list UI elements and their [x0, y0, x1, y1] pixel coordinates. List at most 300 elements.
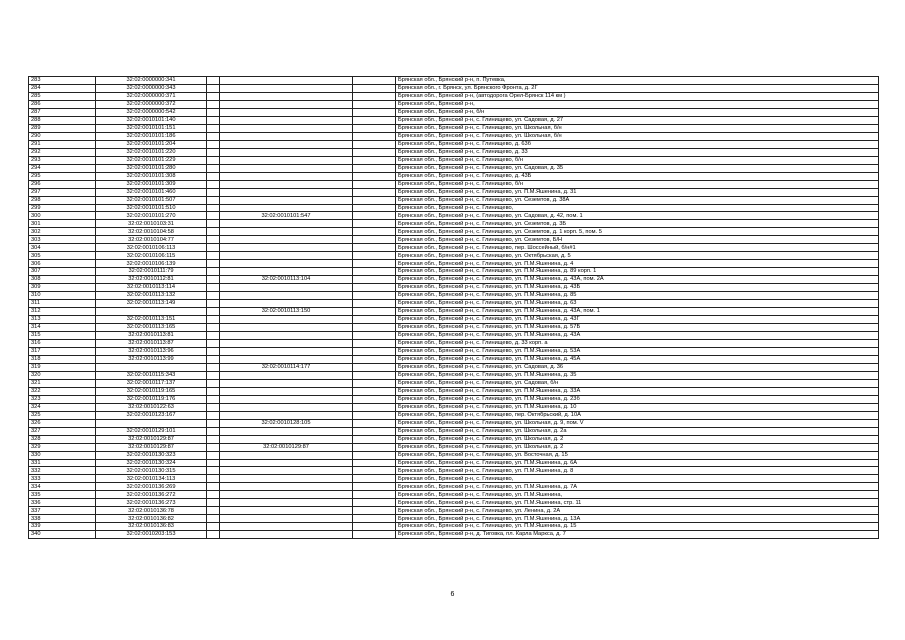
empty-cell — [207, 156, 220, 164]
table-row — [29, 164, 879, 172]
cadastral-number-cell: 32:02:0010113:99 — [96, 355, 207, 363]
address-cell: Брянская обл., Брянский р-н, с. Глинищево, ул. Сеземтов, Б/Н — [396, 236, 879, 244]
cadastral-number-cell: 32:02:0000000:371 — [96, 92, 207, 100]
row-number-cell: 299 — [29, 204, 96, 212]
table-row — [29, 403, 879, 411]
cadastral-number-cell: 32:02:0010136:272 — [96, 491, 207, 499]
row-number-cell: 336 — [29, 499, 96, 507]
table-row — [29, 244, 879, 252]
empty-cell — [353, 531, 396, 539]
related-cadastral-cell — [220, 427, 353, 435]
empty-cell — [353, 491, 396, 499]
address-cell: Брянская обл., Брянский р-н, с. Глинищево, ул. П.М.Яшенина, д. 85 — [396, 292, 879, 300]
row-number-cell: 338 — [29, 515, 96, 523]
table-row — [29, 204, 879, 212]
cadastral-number-cell: 32:02:0010101:510 — [96, 204, 207, 212]
cadastral-number-cell: 32:02:0010136:83 — [96, 523, 207, 531]
empty-cell — [207, 491, 220, 499]
related-cadastral-cell — [220, 132, 353, 140]
table-row — [29, 419, 879, 427]
row-number-cell: 327 — [29, 427, 96, 435]
address-cell: Брянская обл., Брянский р-н, с. Глинищево, ул. Сеземтов, д. 38А — [396, 196, 879, 204]
cadastral-number-cell: 32:02:0010130:315 — [96, 467, 207, 475]
address-cell: Брянская обл., Брянский р-н, с. Глинищево, ул. П.М.Яшенина, — [396, 491, 879, 499]
empty-cell — [353, 172, 396, 180]
address-cell: Брянская обл., Брянский р-н, с. Глинищево, ул. Школьная, б/н — [396, 132, 879, 140]
related-cadastral-cell — [220, 252, 353, 260]
related-cadastral-cell — [220, 140, 353, 148]
cadastral-number-cell: 32:02:0010130:324 — [96, 459, 207, 467]
address-cell: Брянская обл., Брянский р-н, с. Глинищево, ул. П.М.Яшенина, д. 15 — [396, 523, 879, 531]
related-cadastral-cell — [220, 148, 353, 156]
address-cell: Брянская обл., Брянский р-н, с. Глинищево, ул. П.М.Яшенина, стр. 11 — [396, 499, 879, 507]
cadastral-number-cell: 32:02:0010113:87 — [96, 339, 207, 347]
table-row — [29, 140, 879, 148]
row-number-cell: 314 — [29, 324, 96, 332]
table-row — [29, 332, 879, 340]
cadastral-number-cell — [96, 308, 207, 316]
cadastral-table — [28, 76, 879, 539]
related-cadastral-cell — [220, 355, 353, 363]
empty-cell — [353, 507, 396, 515]
empty-cell — [353, 212, 396, 220]
address-cell: Брянская обл., Брянский р-н, с. Глинищево, ул. П.М.Яшенина, д. 45А — [396, 355, 879, 363]
row-number-cell: 298 — [29, 196, 96, 204]
empty-cell — [207, 379, 220, 387]
row-number-cell: 293 — [29, 156, 96, 164]
empty-cell — [207, 523, 220, 531]
cadastral-number-cell — [96, 419, 207, 427]
related-cadastral-cell: 32:02:0010129:87 — [220, 443, 353, 451]
address-cell: Брянская обл., Брянский р-н, с. Глинищево, ул. П.М.Яшенина, д. 43Г — [396, 316, 879, 324]
related-cadastral-cell — [220, 196, 353, 204]
address-cell: Брянская обл., Брянский р-н, с. Глинищево, д. 43Б — [396, 172, 879, 180]
address-cell: Брянская обл., Брянский р-н, п. Путевка, — [396, 77, 879, 85]
table-row — [29, 475, 879, 483]
table-row — [29, 276, 879, 284]
related-cadastral-cell — [220, 188, 353, 196]
empty-cell — [207, 507, 220, 515]
table-row — [29, 180, 879, 188]
row-number-cell: 320 — [29, 371, 96, 379]
related-cadastral-cell — [220, 347, 353, 355]
table-row — [29, 507, 879, 515]
empty-cell — [207, 355, 220, 363]
empty-cell — [207, 324, 220, 332]
address-cell: Брянская обл., Брянский р-н, с. Глинищево, ул. П.М.Яшенина, д. 43А, пом. 2А — [396, 276, 879, 284]
empty-cell — [207, 419, 220, 427]
empty-cell — [207, 443, 220, 451]
empty-cell — [353, 435, 396, 443]
cadastral-number-cell: 32:02:0010136:82 — [96, 515, 207, 523]
table-row — [29, 379, 879, 387]
row-number-cell: 312 — [29, 308, 96, 316]
related-cadastral-cell — [220, 403, 353, 411]
row-number-cell: 337 — [29, 507, 96, 515]
table-row — [29, 324, 879, 332]
address-cell: Брянская обл., Брянский р-н, с. Глинищево, ул. Садовая, д. 36 — [396, 363, 879, 371]
table-row — [29, 212, 879, 220]
empty-cell — [207, 100, 220, 108]
table-row — [29, 459, 879, 467]
empty-cell — [207, 435, 220, 443]
table-row — [29, 196, 879, 204]
empty-cell — [353, 164, 396, 172]
empty-cell — [353, 459, 396, 467]
cadastral-number-cell: 32:02:0010101:140 — [96, 116, 207, 124]
address-cell: Брянская обл., Брянский р-н, с. Глинищево, ул. П.М.Яшенина, д. 6А — [396, 459, 879, 467]
cadastral-number-cell: 32:02:0000000:372 — [96, 100, 207, 108]
empty-cell — [353, 379, 396, 387]
row-number-cell: 330 — [29, 451, 96, 459]
related-cadastral-cell — [220, 156, 353, 164]
related-cadastral-cell: 32:02:0010113:104 — [220, 276, 353, 284]
cadastral-number-cell: 32:02:0010122:63 — [96, 403, 207, 411]
empty-cell — [207, 411, 220, 419]
empty-cell — [353, 140, 396, 148]
row-number-cell: 297 — [29, 188, 96, 196]
address-cell: Брянская обл., Брянский р-н, с. Глинищево, ул. Школьная, д. 9, пом. V — [396, 419, 879, 427]
empty-cell — [353, 244, 396, 252]
table-row — [29, 411, 879, 419]
related-cadastral-cell — [220, 339, 353, 347]
row-number-cell: 323 — [29, 395, 96, 403]
table-row — [29, 483, 879, 491]
related-cadastral-cell — [220, 395, 353, 403]
address-cell: Брянская обл., Брянский р-н, с. Глинищево, ул. П.М.Яшенина, д. 57Б — [396, 324, 879, 332]
table-row — [29, 228, 879, 236]
empty-cell — [353, 347, 396, 355]
row-number-cell: 284 — [29, 84, 96, 92]
cadastral-number-cell: 32:02:0010119:176 — [96, 395, 207, 403]
address-cell: Брянская обл., Брянский р-н, с. Глинищево, ул. П.М.Яшенина, д. 33А — [396, 387, 879, 395]
related-cadastral-cell — [220, 236, 353, 244]
table-row — [29, 355, 879, 363]
empty-cell — [207, 387, 220, 395]
row-number-cell: 288 — [29, 116, 96, 124]
empty-cell — [353, 188, 396, 196]
empty-cell — [353, 395, 396, 403]
empty-cell — [353, 116, 396, 124]
related-cadastral-cell: 32:02:0010101:547 — [220, 212, 353, 220]
table-row — [29, 116, 879, 124]
row-number-cell: 326 — [29, 419, 96, 427]
cadastral-number-cell: 32:02:0010101:220 — [96, 148, 207, 156]
row-number-cell: 303 — [29, 236, 96, 244]
row-number-cell: 310 — [29, 292, 96, 300]
table-row — [29, 363, 879, 371]
cadastral-number-cell: 32:02:0010113:81 — [96, 332, 207, 340]
related-cadastral-cell — [220, 116, 353, 124]
empty-cell — [353, 483, 396, 491]
empty-cell — [207, 220, 220, 228]
empty-cell — [207, 363, 220, 371]
table-row — [29, 491, 879, 499]
address-cell: Брянская обл., Брянский р-н, с. Глинищево, ул. Сеземтов, д. 1 корп. 5, пом. 5 — [396, 228, 879, 236]
empty-cell — [207, 212, 220, 220]
table-row — [29, 108, 879, 116]
related-cadastral-cell — [220, 244, 353, 252]
empty-cell — [353, 196, 396, 204]
related-cadastral-cell — [220, 316, 353, 324]
empty-cell — [207, 164, 220, 172]
row-number-cell: 283 — [29, 77, 96, 85]
empty-cell — [207, 268, 220, 276]
table-row — [29, 220, 879, 228]
cadastral-number-cell: 32:02:0010117:137 — [96, 379, 207, 387]
related-cadastral-cell — [220, 180, 353, 188]
row-number-cell: 301 — [29, 220, 96, 228]
empty-cell — [353, 148, 396, 156]
row-number-cell: 296 — [29, 180, 96, 188]
related-cadastral-cell — [220, 475, 353, 483]
empty-cell — [207, 204, 220, 212]
related-cadastral-cell — [220, 300, 353, 308]
empty-cell — [353, 411, 396, 419]
address-cell: Брянская обл., Брянский р-н, с. Глинищево, ул. Школьная, б/н — [396, 124, 879, 132]
cadastral-number-cell: 32:02:0010101:270 — [96, 212, 207, 220]
cadastral-number-cell: 32:02:0010101:204 — [96, 140, 207, 148]
related-cadastral-cell — [220, 332, 353, 340]
empty-cell — [353, 284, 396, 292]
table-row — [29, 395, 879, 403]
row-number-cell: 311 — [29, 300, 96, 308]
row-number-cell: 291 — [29, 140, 96, 148]
table-row — [29, 531, 879, 539]
cadastral-number-cell: 32:02:0010203:153 — [96, 531, 207, 539]
empty-cell — [207, 499, 220, 507]
row-number-cell: 309 — [29, 284, 96, 292]
address-cell: Брянская обл., Брянский р-н, с. Глинищево, — [396, 475, 879, 483]
cadastral-number-cell: 32:02:0010113:132 — [96, 292, 207, 300]
related-cadastral-cell — [220, 387, 353, 395]
empty-cell — [207, 475, 220, 483]
address-cell: Брянская обл., Брянский р-н, с. Глинищево, б/н — [396, 180, 879, 188]
empty-cell — [353, 204, 396, 212]
empty-cell — [207, 276, 220, 284]
related-cadastral-cell — [220, 324, 353, 332]
empty-cell — [207, 140, 220, 148]
cadastral-number-cell: 32:02:0010101:280 — [96, 164, 207, 172]
table-row — [29, 443, 879, 451]
related-cadastral-cell — [220, 411, 353, 419]
empty-cell — [353, 324, 396, 332]
related-cadastral-cell — [220, 435, 353, 443]
empty-cell — [207, 339, 220, 347]
related-cadastral-cell — [220, 84, 353, 92]
empty-cell — [207, 196, 220, 204]
row-number-cell: 328 — [29, 435, 96, 443]
address-cell: Брянская обл., Брянский р-н, с. Глинищево, д. 33 — [396, 148, 879, 156]
cadastral-number-cell: 32:02:0010123:167 — [96, 411, 207, 419]
cadastral-number-cell: 32:02:0010136:269 — [96, 483, 207, 491]
address-cell: Брянская обл., Брянский р-н, с. Глинищево, ул. П.М.Яшенина, д. 23б — [396, 395, 879, 403]
empty-cell — [207, 451, 220, 459]
address-cell: Брянская обл., Брянский р-н, с. Глинищево, ул. Садовая, б/н — [396, 379, 879, 387]
row-number-cell: 289 — [29, 124, 96, 132]
empty-cell — [207, 403, 220, 411]
address-cell: Брянская обл., Брянский р-н, с. Глинищево, ул. П.М.Яшенина, д. 43А, пом. 1 — [396, 308, 879, 316]
address-cell: Брянская обл., Брянский р-н, — [396, 100, 879, 108]
row-number-cell: 290 — [29, 132, 96, 140]
row-number-cell: 331 — [29, 459, 96, 467]
related-cadastral-cell — [220, 228, 353, 236]
related-cadastral-cell — [220, 92, 353, 100]
related-cadastral-cell — [220, 531, 353, 539]
empty-cell — [207, 531, 220, 539]
empty-cell — [353, 308, 396, 316]
cadastral-number-cell: 32:02:0010113:114 — [96, 284, 207, 292]
row-number-cell: 315 — [29, 332, 96, 340]
empty-cell — [353, 371, 396, 379]
empty-cell — [207, 77, 220, 85]
page-number: 6 — [450, 591, 455, 598]
related-cadastral-cell — [220, 204, 353, 212]
empty-cell — [207, 371, 220, 379]
empty-cell — [207, 132, 220, 140]
empty-cell — [207, 292, 220, 300]
empty-cell — [353, 427, 396, 435]
cadastral-number-cell: 32:02:0010129:101 — [96, 427, 207, 435]
row-number-cell: 335 — [29, 491, 96, 499]
related-cadastral-cell — [220, 379, 353, 387]
empty-cell — [207, 84, 220, 92]
address-cell: Брянская обл., Брянский р-н, с. Глинищево, ул. Сеземтов, д. 3Б — [396, 220, 879, 228]
row-number-cell: 318 — [29, 355, 96, 363]
table-row — [29, 451, 879, 459]
empty-cell — [353, 132, 396, 140]
empty-cell — [207, 483, 220, 491]
cadastral-number-cell: 32:02:0010111:79 — [96, 268, 207, 276]
empty-cell — [207, 308, 220, 316]
empty-cell — [353, 339, 396, 347]
empty-cell — [353, 523, 396, 531]
related-cadastral-cell — [220, 483, 353, 491]
empty-cell — [353, 499, 396, 507]
table-row — [29, 347, 879, 355]
cadastral-number-cell: 32:02:0010136:273 — [96, 499, 207, 507]
empty-cell — [207, 395, 220, 403]
address-cell: Брянская обл., Брянский р-н, с. Глинищево, ул. П.М.Яшенина, д. 53А — [396, 347, 879, 355]
address-cell: Брянская обл., Брянский р-н, с. Глинищево, — [396, 204, 879, 212]
address-cell: Брянская обл., Брянский р-н, с. Глинищево, ул. Школьная, д. 2а — [396, 427, 879, 435]
table-row — [29, 156, 879, 164]
empty-cell — [353, 276, 396, 284]
empty-cell — [207, 116, 220, 124]
empty-cell — [207, 427, 220, 435]
row-number-cell: 305 — [29, 252, 96, 260]
related-cadastral-cell — [220, 172, 353, 180]
empty-cell — [353, 92, 396, 100]
table-row — [29, 300, 879, 308]
empty-cell — [353, 77, 396, 85]
related-cadastral-cell — [220, 371, 353, 379]
cadastral-number-cell: 32:02:0010101:507 — [96, 196, 207, 204]
table-row — [29, 515, 879, 523]
table-row — [29, 308, 879, 316]
address-cell: Брянская обл., Брянский р-н, с. Глинищево, ул. П.М.Яшенина, д. 35 — [396, 371, 879, 379]
table-row — [29, 92, 879, 100]
cadastral-number-cell: 32:02:0010130:323 — [96, 451, 207, 459]
row-number-cell: 319 — [29, 363, 96, 371]
cadastral-number-cell: 32:02:0010119:165 — [96, 387, 207, 395]
cadastral-number-cell: 32:02:0010129:87 — [96, 435, 207, 443]
related-cadastral-cell — [220, 284, 353, 292]
empty-cell — [353, 156, 396, 164]
empty-cell — [207, 252, 220, 260]
empty-cell — [353, 515, 396, 523]
table-row — [29, 84, 879, 92]
cadastral-number-cell: 32:02:0000000:343 — [96, 84, 207, 92]
related-cadastral-cell — [220, 491, 353, 499]
table-row — [29, 339, 879, 347]
cadastral-number-cell: 32:02:0010101:186 — [96, 132, 207, 140]
table-row — [29, 188, 879, 196]
address-cell: Брянская обл., Брянский р-н, с. Глинищево, ул. Школьная, д. 2 — [396, 435, 879, 443]
empty-cell — [353, 363, 396, 371]
cadastral-number-cell: 32:02:0010101:308 — [96, 172, 207, 180]
row-number-cell: 313 — [29, 316, 96, 324]
table-row — [29, 252, 879, 260]
empty-cell — [353, 228, 396, 236]
related-cadastral-cell — [220, 124, 353, 132]
table-row — [29, 292, 879, 300]
table-row — [29, 148, 879, 156]
cadastral-number-cell: 32:02:0010134:113 — [96, 475, 207, 483]
row-number-cell: 316 — [29, 339, 96, 347]
row-number-cell: 285 — [29, 92, 96, 100]
empty-cell — [353, 475, 396, 483]
address-cell: Брянская обл., Брянский р-н, д. Тиговка, пл. Карла Маркса, д. 7 — [396, 531, 879, 539]
address-cell: Брянская обл., Брянский р-н, с. Глинищево, ул. Школьная, д. 2 — [396, 443, 879, 451]
address-cell: Брянская обл., Брянский р-н, (автодорога Орел-Брянск 114 км ) — [396, 92, 879, 100]
related-cadastral-cell — [220, 108, 353, 116]
address-cell: Брянская обл., Брянский р-н, с. Глинищево, ул. П.М.Яшенина, д. 89 корп. 1 — [396, 268, 879, 276]
row-number-cell: 321 — [29, 379, 96, 387]
empty-cell — [353, 443, 396, 451]
empty-cell — [353, 84, 396, 92]
cadastral-number-cell: 32:02:0010115:343 — [96, 371, 207, 379]
address-cell: Брянская обл., Брянский р-н, с. Глинищево, ул. П.М.Яшенина, д. 13А — [396, 515, 879, 523]
cadastral-number-cell: 32:02:0010112:81 — [96, 276, 207, 284]
empty-cell — [353, 236, 396, 244]
empty-cell — [207, 108, 220, 116]
row-number-cell: 334 — [29, 483, 96, 491]
empty-cell — [207, 347, 220, 355]
empty-cell — [207, 467, 220, 475]
related-cadastral-cell — [220, 499, 353, 507]
empty-cell — [353, 355, 396, 363]
cadastral-number-cell: 32:02:0010101:151 — [96, 124, 207, 132]
row-number-cell: 325 — [29, 411, 96, 419]
related-cadastral-cell — [220, 77, 353, 85]
empty-cell — [353, 108, 396, 116]
empty-cell — [353, 260, 396, 268]
address-cell: Брянская обл., Брянский р-н, с. Глинищево, б/н — [396, 156, 879, 164]
table-row — [29, 100, 879, 108]
cadastral-number-cell: 32:02:0010113:151 — [96, 316, 207, 324]
cadastral-number-cell: 32:02:0010104:77 — [96, 236, 207, 244]
related-cadastral-cell — [220, 523, 353, 531]
cadastral-number-cell: 32:02:0010129:87 — [96, 443, 207, 451]
related-cadastral-cell — [220, 515, 353, 523]
table-row — [29, 427, 879, 435]
empty-cell — [207, 284, 220, 292]
cadastral-number-cell: 32:02:0000000:341 — [96, 77, 207, 85]
related-cadastral-cell — [220, 220, 353, 228]
empty-cell — [353, 220, 396, 228]
row-number-cell: 340 — [29, 531, 96, 539]
